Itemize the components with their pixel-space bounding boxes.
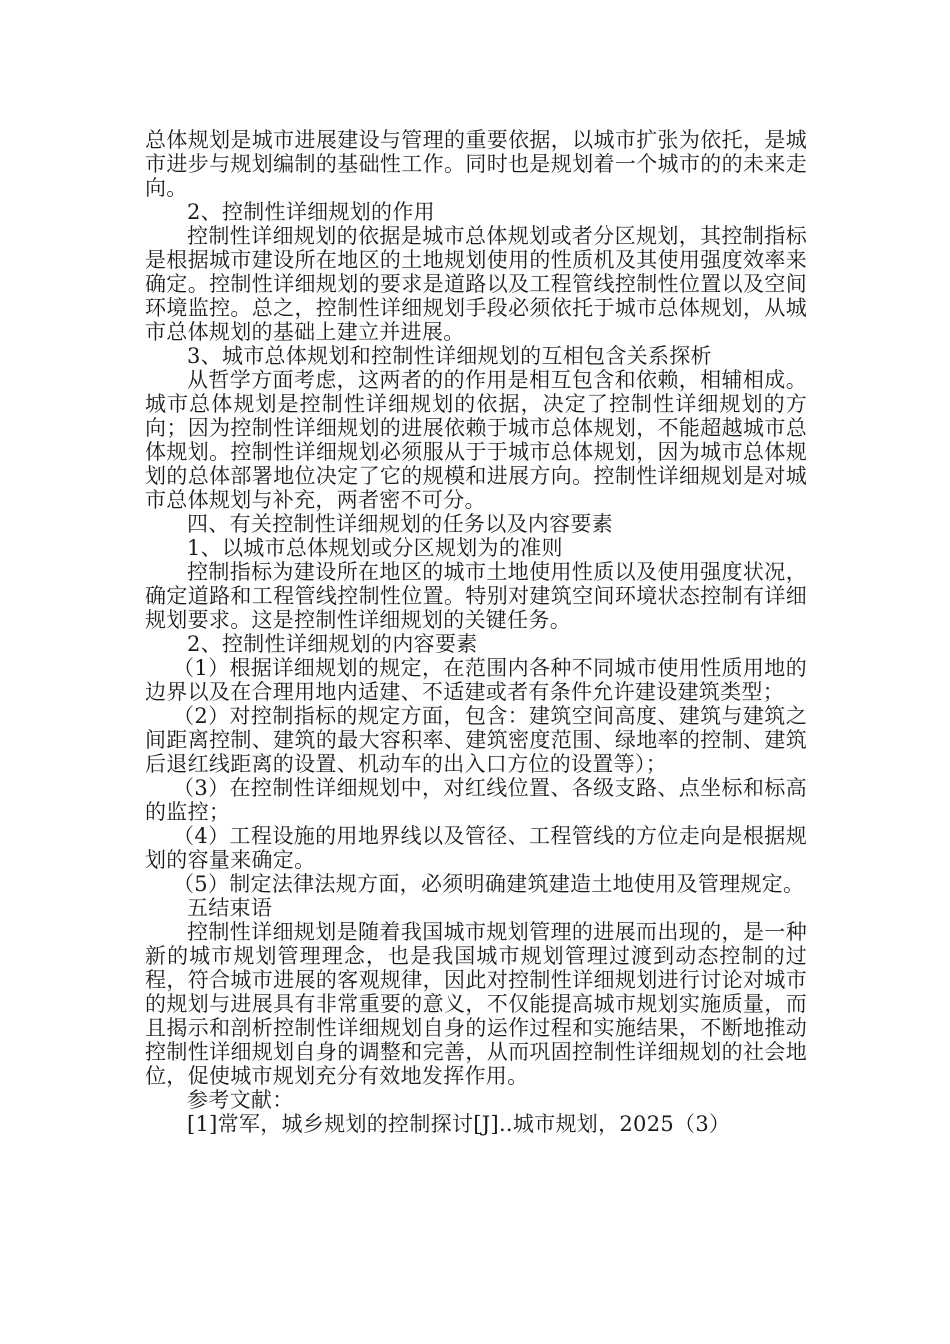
- section-heading: 2、控制性详细规划的作用: [187, 200, 435, 224]
- list-item: （5）制定法律法规方面，必须明确建筑建造土地使用及管理规定。: [173, 872, 805, 896]
- section-heading: 四、有关控制性详细规划的任务以及内容要素: [187, 512, 613, 536]
- references-heading: 参考文献：: [187, 1088, 294, 1112]
- body-paragraph: 总体规划是城市进展建设与管理的重要依据，以城市扩张为依托，是城市进步与规划编制的基础性工作。同时也是规划着一个城市的的未来走向。: [145, 128, 807, 200]
- document-page: [145, 128, 807, 1136]
- list-item: （1）根据详细规划的规定，在范围内各种不同城市使用性质用地的边界以及在合理用地内适建、不适建或者有条件允许建设建筑类型；: [145, 656, 807, 704]
- list-item: （3）在控制性详细规划中，对红线位置、各级支路、点坐标和标高的监控；: [145, 776, 807, 824]
- body-paragraph: 控制性详细规划是随着我国城市规划管理的进展而出现的，是一种新的城市规划管理理念，也是我国城市规划管理过渡到动态控制的过程，符合城市进展的客观规律，因此对控制性详细规划进行讨论对城市的规划与进展具有非常重要的意义，不仅能提高城市规划实施质量，而且揭示和剖析控制性详细规划自身的运作过程和实施结果，不断地推动控制性详细规划自身的调整和完善，从而巩固控制性详细规划的社会地位，促使城市规划充分有效地发挥作用。: [145, 920, 807, 1088]
- body-paragraph: 控制性详细规划的依据是城市总体规划或者分区规划，其控制指标是根据城市建设所在地区的土地规划使用的性质机及其使用强度效率来确定。控制性详细规划的要求是道路以及工程管线控制性位置以及空间环境监控。总之，控制性详细规划手段必须依托于城市总体规划，从城市总体规划的基础上建立并进展。: [145, 224, 807, 344]
- list-item: （4）工程设施的用地界线以及管径、工程管线的方位走向是根据规划的容量来确定。: [145, 824, 807, 872]
- list-item: （2）对控制指标的规定方面，包含：建筑空间高度、建筑与建筑之间距离控制、建筑的最大容积率、建筑密度范围、绿地率的控制、建筑后退红线距离的设置、机动车的出入口方位的设置等）；: [145, 704, 807, 776]
- body-paragraph: 从哲学方面考虑，这两者的的作用是相互包含和依赖，相辅相成。城市总体规划是控制性详细规划的依据，决定了控制性详细规划的方向；因为控制性详细规划的进展依赖于城市总体规划，不能超越城市总体规划。控制性详细规划必须服从于于城市总体规划，因为城市总体规划的总体部署地位决定了它的规模和进展方向。控制性详细规划是对城市总体规划与补充，两者密不可分。: [145, 368, 807, 512]
- section-heading: 1、以城市总体规划或分区规划为的准则: [187, 536, 563, 560]
- reference-item: [1]常军，城乡规划的控制探讨[J]..城市规划，2025（3）: [187, 1112, 731, 1136]
- section-heading: 2、控制性详细规划的内容要素: [187, 632, 478, 656]
- section-heading: 3、城市总体规划和控制性详细规划的互相包含关系探析: [187, 344, 712, 368]
- body-paragraph: 控制指标为建设所在地区的城市土地使用性质以及使用强度状况，确定道路和工程管线控制性位置。特别对建筑空间环境状态控制有详细规划要求。这是控制性详细规划的关键任务。: [145, 560, 807, 632]
- section-heading: 五结束语: [187, 896, 273, 920]
